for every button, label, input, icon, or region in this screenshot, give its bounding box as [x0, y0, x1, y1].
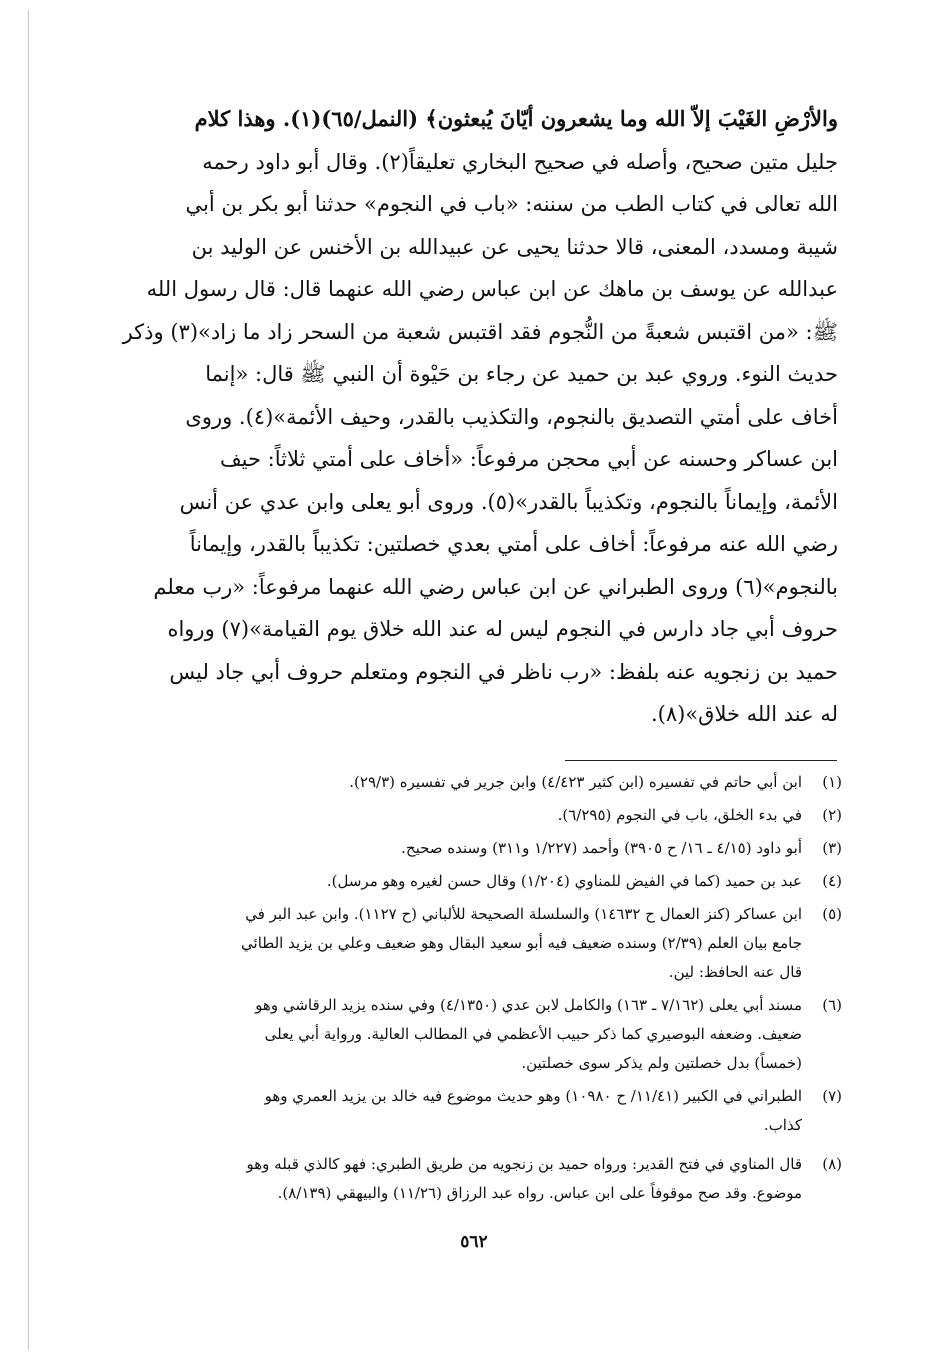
- footnote: [118, 1150, 842, 1208]
- text-line: جليل متين صحيح، وأصله في صحيح البخاري تعليقاً(٢). وقال أبو داود رحمه: [202, 149, 838, 174]
- text-line: والأرْضِ الغَيْبَ إلاّ الله وما يشعرون أيّانَ يُبعثون﴾ (النمل/٦٥)(١). وهذا كلام: [194, 106, 838, 131]
- footnote-line: موضوع. وقد صح موقوفاً على ابن عباس. رواه عبد الرزاق (١١/٢٦) والبيهقي (٨/١٣٩).: [277, 1184, 802, 1202]
- footnote-line: الطبراني في الكبير (١١/٤١/ ح ١٠٩٨٠) وهو حديث موضوع فيه خالد بن يزيد العمري وهو: [264, 1087, 802, 1105]
- footnote-line: جامع بيان العلم (٢/٣٩) وسنده ضعيف فيه أبو سعيد البقال وهو ضعيف وعلي بن يزيد الطائي: [241, 934, 802, 952]
- margin-line: [28, 10, 29, 1350]
- text-line: أخاف على أمتي التصديق بالنجوم، والتكذيب بالقدر، وحيف الأئمة»(٤). وروى: [185, 404, 838, 429]
- footnote-number: (٨): [822, 1155, 842, 1173]
- footnote-text: [118, 867, 802, 896]
- footnote-number: (٥): [822, 905, 842, 923]
- page-number: ٥٦٢: [460, 1232, 488, 1252]
- footnote-text: [118, 801, 802, 830]
- footnote-line: مسند أبي يعلى (٧/١٦٢ ـ ١٦٣) والكامل لابن عدي (٤/١٣٥٠) وفي سنده يزيد الرقاشي وهو: [255, 996, 802, 1014]
- text-line: حديث النوء. وروي عبد بن حميد عن رجاء بن حَيْوة أن النبي ﷺ قال: «إنما: [205, 362, 838, 386]
- footnote-line: عبد بن حميد (كما في الفيض للمناوي (١/٢٠٤) وقال حسن لغيره وهو مرسل).: [326, 872, 802, 890]
- footnote-number: (٧): [822, 1087, 842, 1105]
- footnote-number: (١): [822, 773, 842, 791]
- footnote-line: قال المناوي في فتح القدير: ورواه حميد بن زنجويه من طريق الطبري: فهو كالذي قبله وهو: [246, 1155, 802, 1173]
- footnote-line: ابن أبي حاتم في تفسيره (ابن كثير ٤/٤٢٣) وابن جرير في تفسيره (٢٩/٣).: [349, 773, 802, 791]
- footnote-text: [118, 834, 802, 863]
- footnote-line: ضعيف. وضعفه البوصيري كما ذكر حبيب الأعظمي في المطالب العالية. ورواية أبي يعلى: [264, 1025, 802, 1043]
- footnote: [118, 768, 842, 797]
- footnote-line: كذاب.: [763, 1116, 802, 1134]
- footnote-text: [118, 768, 802, 797]
- text-line: الله تعالى في كتاب الطب من سننه: «باب في النجوم» حدثنا أبو بكر بن أبي: [185, 192, 838, 216]
- text-line: حروف أبي جاد دارس في النجوم ليس له عند الله خلاق يوم القيامة»(٧) ورواه: [167, 617, 838, 641]
- footnote: [118, 1082, 842, 1140]
- footnote-number: (٦): [822, 996, 842, 1014]
- footnote-line: في بدء الخلق، باب في النجوم (٦/٢٩٥).: [557, 806, 802, 824]
- footnote-line: (خمساً) بدل خصلتين ولم يذكر سوى خصلتين.: [521, 1054, 802, 1072]
- text-line: شيبة ومسدد، المعنى، قالا حدثنا يحيى عن عبيدالله بن الأخنس عن الوليد بن: [191, 234, 838, 259]
- footnote-text: [118, 900, 802, 987]
- text-line: عبدالله عن يوسف بن ماهك عن ابن عباس رضي الله عنهما قال: قال رسول الله: [146, 277, 838, 301]
- footnote: [118, 867, 842, 896]
- text-line: له عند الله خلاق»(٨).: [650, 702, 838, 726]
- text-line: رضي الله عنه مرفوعاً: أخاف على أمتي بعدي خصلتين: تكذيباً بالقدر، وإيماناً: [189, 532, 838, 556]
- footnote-number: (٣): [822, 839, 842, 857]
- text-line: ابن عساكر وحسنه عن أبي محجن مرفوعاً: «أخاف على أمتي ثلاثاً: حيف: [219, 447, 838, 471]
- footnote-line: أبو داود (٤/١٥ ـ ١٦/ ح ٣٩٠٥) وأحمد (١/٢٢٧ و٣١١) وسنده صحيح.: [401, 839, 802, 857]
- footnote-number: (٤): [822, 872, 842, 890]
- footnote: [118, 834, 842, 863]
- text-line: الأئمة، وإيماناً بالنجوم، وتكذيباً بالقدر»(٥). وروى أبو يعلى وابن عدي عن أنس: [179, 489, 838, 514]
- footnote-text: [118, 1150, 802, 1208]
- text-line: بالنجوم»(٦) وروى الطبراني عن ابن عباس رضي الله عنهما مرفوعاً: «رب معلم: [153, 574, 838, 599]
- footnote: [118, 900, 842, 987]
- footnote-text: [118, 1082, 802, 1140]
- footnotes: [118, 768, 842, 1212]
- main-text: [118, 98, 838, 736]
- footnote-number: (٢): [822, 806, 842, 824]
- text-line: حميد بن زنجويه عنه بلفظ: «رب ناظر في النجوم ومتعلم حروف أبي جاد ليس: [169, 659, 838, 684]
- footnote: [118, 991, 842, 1078]
- text-line: ﷺ: «من اقتبس شعبةً من النُّجوم فقد اقتبس شعبة من السحر زاد ما زاد»(٣) وذكر: [122, 319, 838, 344]
- footnote-line: ابن عساكر (كنز العمال ح ١٤٦٣٢) والسلسلة الصحيحة للألباني (ح ١١٢٧). وابن عبد البر في: [245, 905, 802, 923]
- footnote-line: قال عنه الحافظ: لين.: [668, 963, 802, 981]
- footnote-separator: [565, 760, 837, 761]
- footnote-text: [118, 991, 802, 1078]
- footnote: [118, 801, 842, 830]
